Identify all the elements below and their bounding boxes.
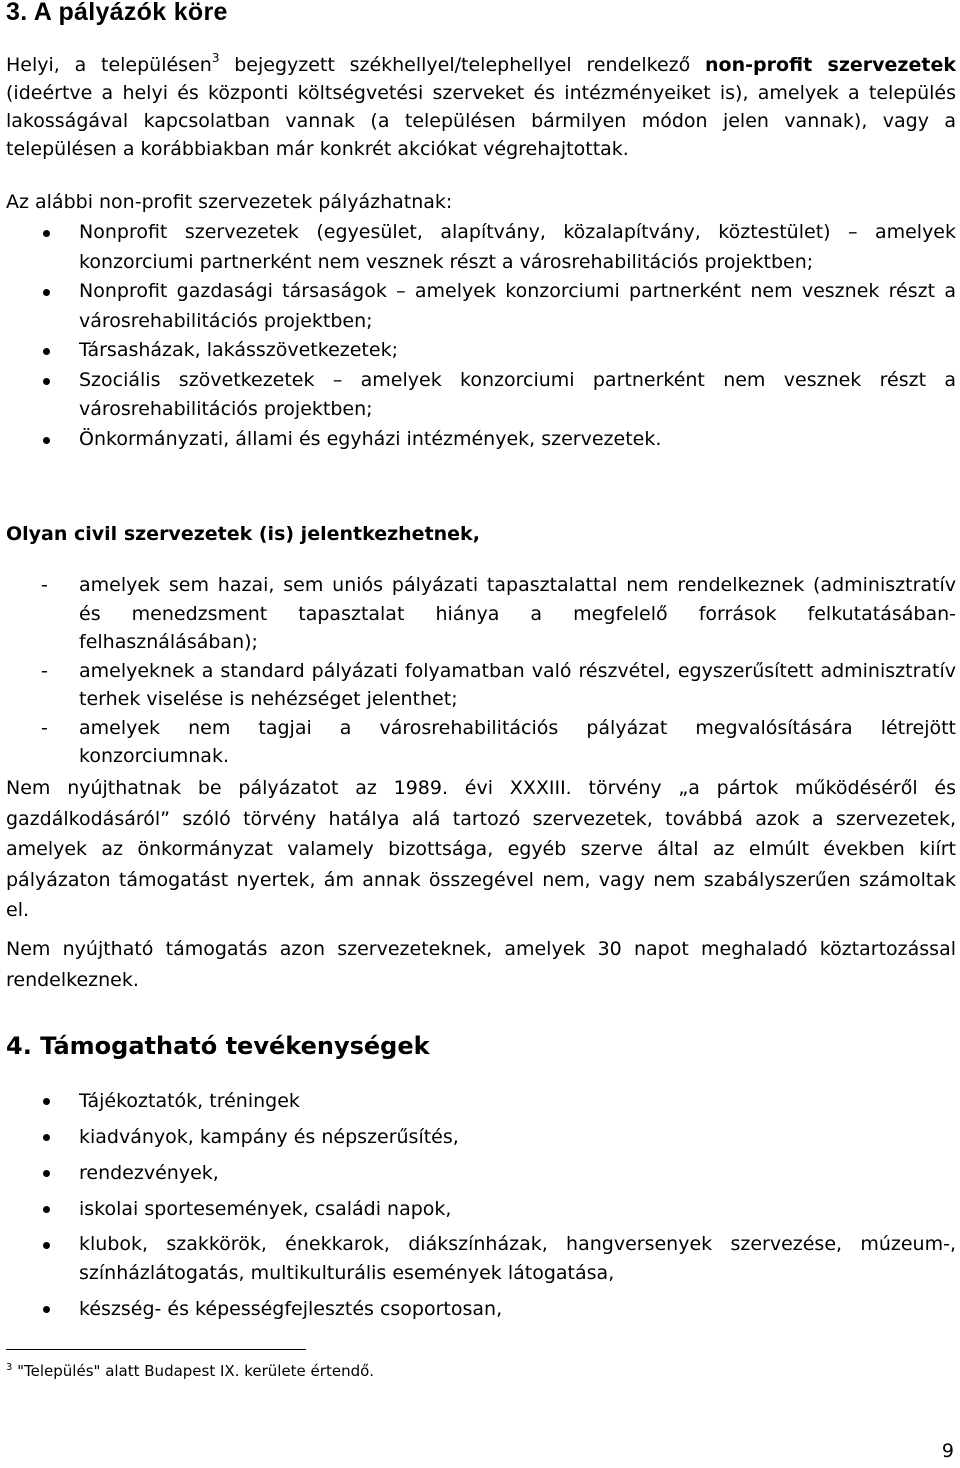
eligible-intro: Az alábbi non-profit szervezetek pályázhatnak: [6,191,453,213]
list-item: Tájékoztatók, tréningek [6,1086,956,1116]
dash-marker: - [41,716,48,739]
list-item: kiadványok, kampány és népszerűsítés, [6,1122,956,1152]
intro-bold: non-profit szervezetek [705,54,956,76]
list-item: rendezvények, [6,1158,956,1188]
dash-marker: - [41,659,48,682]
list-item: készség- és képességfejlesztés csoportosan, [6,1294,956,1324]
bullet-icon [43,1306,50,1313]
bullet-icon [43,1242,50,1249]
eligible-list [6,218,956,454]
bullet-icon [43,1098,50,1105]
bullet-icon [43,230,50,237]
footnote-text: "Település" alatt Budapest IX. kerülete értendő. [12,1362,375,1380]
list-item: - amelyek sem hazai, sem uniós pályázati tapasztalattal nem rendelkeznek (adminisztratív és menedzsment tapasztalat hiánya a megfelelő források felkutatásában-felhasználásában); [6,571,956,657]
page-number: 9 [941,1440,954,1462]
footnote [6,1362,374,1380]
bullet-icon [43,437,50,444]
intro-paragraph [6,51,956,163]
intro-start: Helyi, a településen [6,54,212,76]
list-item: Társasházak, lakásszövetkezetek; [6,336,956,366]
intro-mid: bejegyzett székhellyel/telephellyel rendelkező [219,54,706,76]
dash-marker: - [41,574,48,596]
footnote-number: 3 [6,1362,13,1373]
list-item: iskolai sportesemények, családi napok, [6,1194,956,1224]
bullet-icon [43,1206,50,1213]
list-item: - amelyek nem tagjai a városrehabilitációs pályázat megvalósítására létrejött konzorciumnak. [6,714,956,771]
bullet-icon [43,1170,50,1177]
section-4-heading: 4. Támogatható tevékenységek [6,1032,430,1060]
civil-list [6,571,956,771]
exclusion-paragraph-2: Nem nyújtható támogatás azon szervezeteknek, amelyek 30 napot meghaladó köztartozással rendelkeznek. [6,938,956,991]
list-item: Nonprofit gazdasági társaságok – amelyek konzorciumi partnerként nem vesznek részt a városrehabilitációs projektben; [6,277,956,336]
bullet-icon [43,289,50,296]
list-item: Nonprofit szervezetek (egyesület, alapítvány, közalapítvány, köztestület) – amelyek konzorciumi partnerként nem vesznek részt a városrehabilitációs projektben; [6,218,956,277]
section-3-heading: 3. A pályázók köre [6,0,228,26]
footnote-ref: 3 [211,51,220,65]
civil-heading: Olyan civil szervezetek (is) jelentkezhetnek, [6,523,480,545]
list-item: Önkormányzati, állami és egyházi intézmények, szervezetek. [6,425,956,455]
intro-end: (ideértve a helyi és központi költségvetési szerveket és intézményeiket is), amelyek a település lakosságával kapcsolatban vannak (a településen bármilyen módon jelen vannak), vagy a településen a korábbiakban már konkrét akciókat végrehajtottak. [6,82,956,160]
bullet-icon [43,378,50,385]
list-item: Szociális szövetkezetek – amelyek konzorciumi partnerként nem vesznek részt a városrehabilitációs projektben; [6,366,956,425]
footnote-separator [6,1349,306,1350]
list-item: - amelyeknek a standard pályázati folyamatban való részvétel, egyszerűsített adminisztratív terhek viselése is nehézséget jelenthet; [6,657,956,714]
exclusion-paragraph-1: Nem nyújthatnak be pályázatot az 1989. évi XXXIII. törvény „a pártok működéséről és gazdálkodásáról” szóló törvény hatálya alá tartozó szervezetek, továbbá azok a szervezetek, amelyek az önkormányzat valamely bizottsága, egyéb szerve által az elmúlt években kiírt pályázaton támogatást nyertek, ám annak összegével nem, vagy nem szabályszerűen számoltak el. [6,777,956,921]
activities-list [6,1086,956,1324]
bullet-icon [43,348,50,355]
list-item: klubok, szakkörök, énekkarok, diákszínházak, hangversenyek szervezése, múzeum-, színházlátogatás, multikulturális események látogatása, [6,1230,956,1288]
bullet-icon [43,1134,50,1141]
